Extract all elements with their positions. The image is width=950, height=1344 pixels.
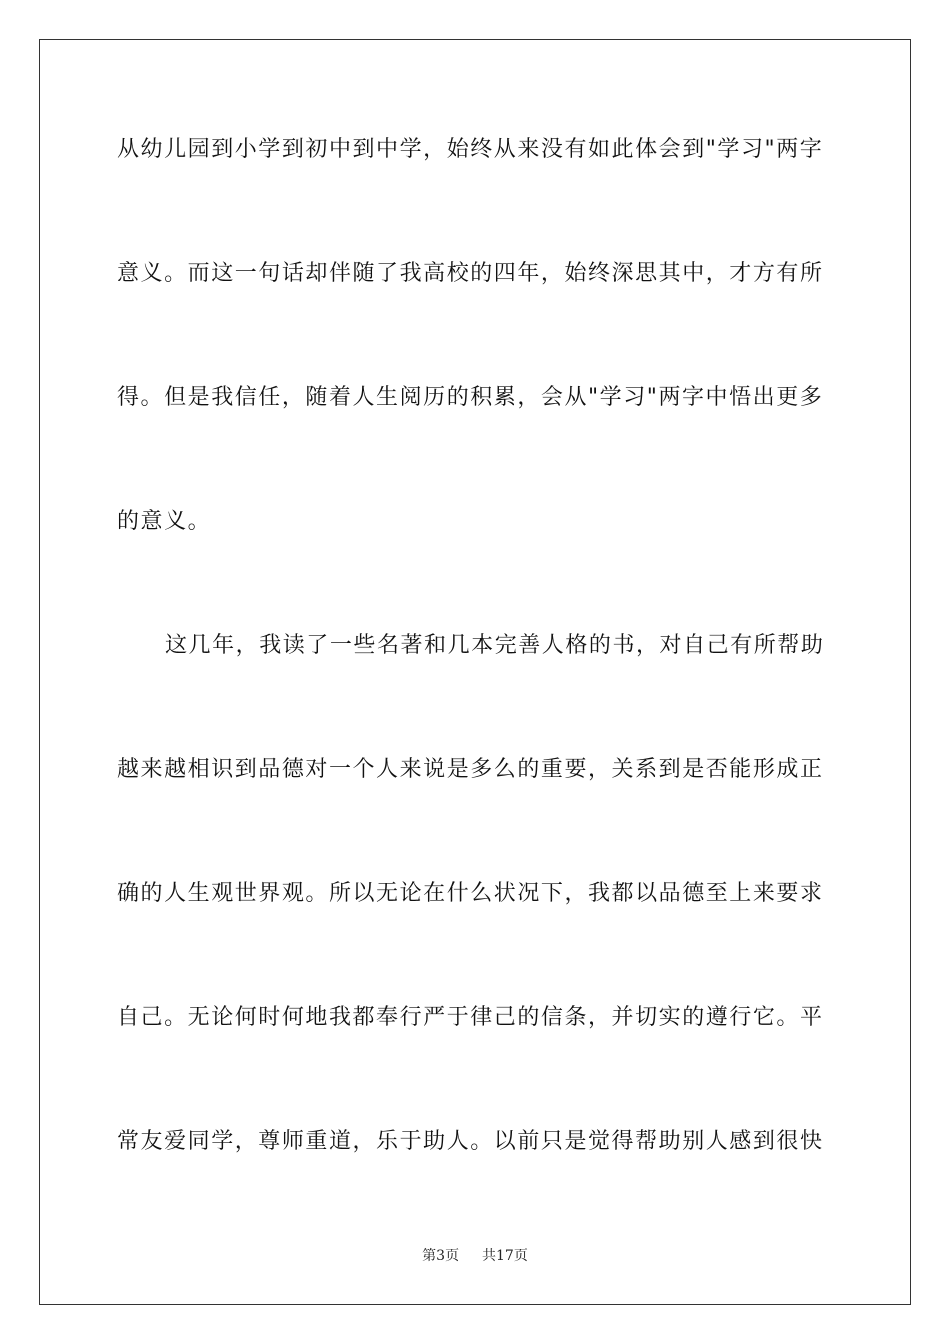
text-line: 得。但是我信任，随着人生阅历的积累，会从"学习"两字中悟出更多 <box>117 385 824 410</box>
current-page-number: 第3页 <box>422 1248 460 1264</box>
text-line: 越来越相识到品德对一个人来说是多么的重要，关系到是否能形成正 <box>117 757 824 782</box>
page-frame <box>39 39 911 1305</box>
text-line: 的意义。 <box>117 509 212 534</box>
text-line: 意义。而这一句话却伴随了我高校的四年，始终深思其中，才方有所 <box>117 261 824 286</box>
text-line: 从幼儿园到小学到初中到中学，始终从来没有如此体会到"学习"两字 <box>117 137 824 162</box>
page-footer <box>0 1245 950 1265</box>
total-pages: 共17页 <box>482 1248 528 1264</box>
text-line: 常友爱同学，尊师重道，乐于助人。以前只是觉得帮助别人感到很快 <box>117 1129 824 1154</box>
text-line: 自己。无论何时何地我都奉行严于律己的信条，并切实的遵行它。平 <box>117 1005 824 1030</box>
paragraph-first-line: 这几年，我读了一些名著和几本完善人格的书，对自己有所帮助 <box>165 633 825 658</box>
text-line: 确的人生观世界观。所以无论在什么状况下，我都以品德至上来要求 <box>117 881 824 906</box>
